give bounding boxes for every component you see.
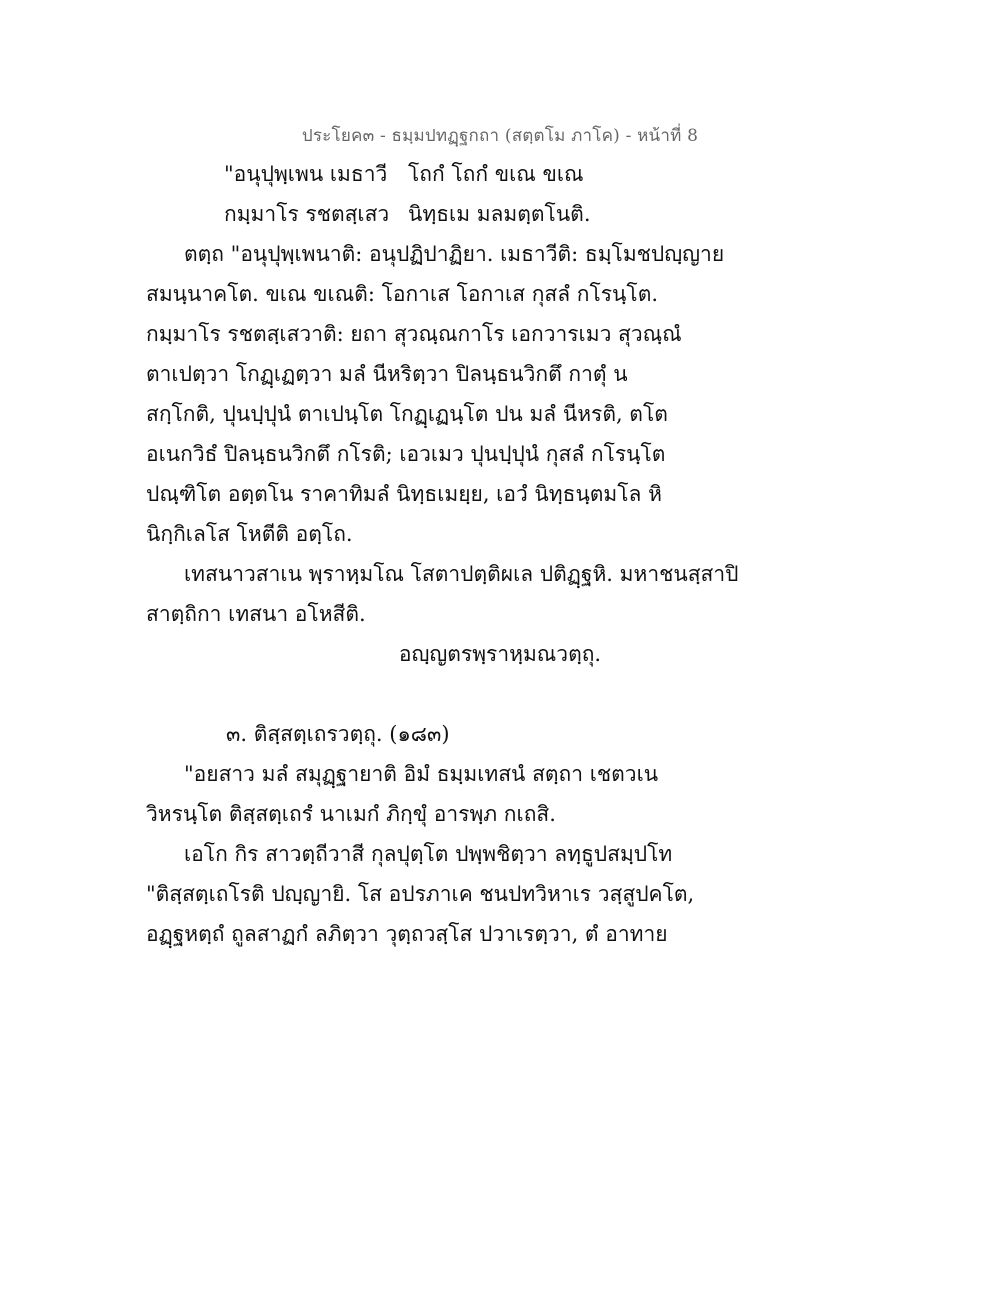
paragraph-line: วิหรนฺโต ติสฺสตฺเถรํ นาเมกํ ภิกฺขุํ อารพฺภ กเถสิ. [146,802,556,826]
paragraph-line: เทสนาวสาเน พฺราหฺมโณ โสตาปตฺติผเล ปติฏฺฐหิ. มหาชนสฺสาปิ [184,562,739,586]
story-end-title: อญฺญตรพฺราหฺมณวตฺถุ. [398,642,602,666]
paragraph-line: "อยสาว มลํ สมุฏฺฐายาติ อิมํ ธมฺมเทสนํ สตฺถา เชตวเน [184,762,659,786]
paragraph-line: "ติสฺสตฺเถโรติ ปญฺญายิ. โส อปรภาเค ชนปทวิหาเร วสฺสูปคโต, [146,882,695,906]
paragraph-line: สาตฺถิกา เทสนา อโหสีติ. [146,602,366,626]
paragraph-line: นิกฺกิเลโส โหตีติ อตฺโถ. [146,522,353,546]
section-title: ๓. ติสฺสตฺเถรวตฺถุ. (๑๘๓) [226,722,450,746]
paragraph-line: เอโก กิร สาวตฺถีวาสี กุลปุตฺโต ปพฺพชิตฺวา ลทฺธูปสมฺปโท [184,842,673,866]
paragraph-line: สกฺโกติ, ปุนปฺปุนํ ตาเปนฺโต โกฏฺเฏนฺโต ปน มลํ นีหรติ, ตโต [146,402,668,426]
verse-line-1-part-b: โถกํ โถกํ ขเณ ขเณ [408,162,584,186]
paragraph-line: ปณฺฑิโต อตฺตโน ราคาทิมลํ นิทฺธเมยฺย, เอวํ นิทฺธนฺตมโล หิ [146,482,662,506]
paragraph-line: สมนฺนาคโต. ขเณ ขเณติ: โอกาเส โอกาเส กุสลํ กโรนฺโต. [146,282,659,306]
page-header: ประโยค๓ - ธมฺมปทฏฺฐกถา (สตฺตโม ภาโค) - หน้าที่ 8 [301,126,699,146]
paragraph-line: อฏฺฐหตฺถํ ถูลสาฏกํ ลภิตฺวา วุตฺถวสฺโส ปวาเรตฺวา, ตํ อาทาย [146,922,668,946]
paragraph-line: ตาเปตฺวา โกฏฺเฏตฺวา มลํ นีหริตฺวา ปิลนฺธนวิกตึ กาตุํ น [146,362,628,386]
verse-line-2-part-b: นิทฺธเม มลมตฺตโนติ. [408,202,591,226]
paragraph-line: ตตฺถ "อนุปุพฺเพนาติ: อนุปฏิปาฏิยา. เมธาวีติ: ธมฺโมชปญฺญาย [184,242,725,266]
verse-line-2-part-a: กมฺมาโร รชตสฺเสว [224,202,390,226]
paragraph-line: กมฺมาโร รชตสฺเสวาติ: ยถา สุวณฺณกาโร เอกวารเมว สุวณฺณํ [146,322,682,346]
verse-line-1-part-a: "อนุปุพฺเพน เมธาวี [224,162,388,186]
paragraph-line: อเนกวิธํ ปิลนฺธนวิกตึ กโรติ; เอวเมว ปุนปฺปุนํ กุสลํ กโรนฺโต [146,442,666,466]
